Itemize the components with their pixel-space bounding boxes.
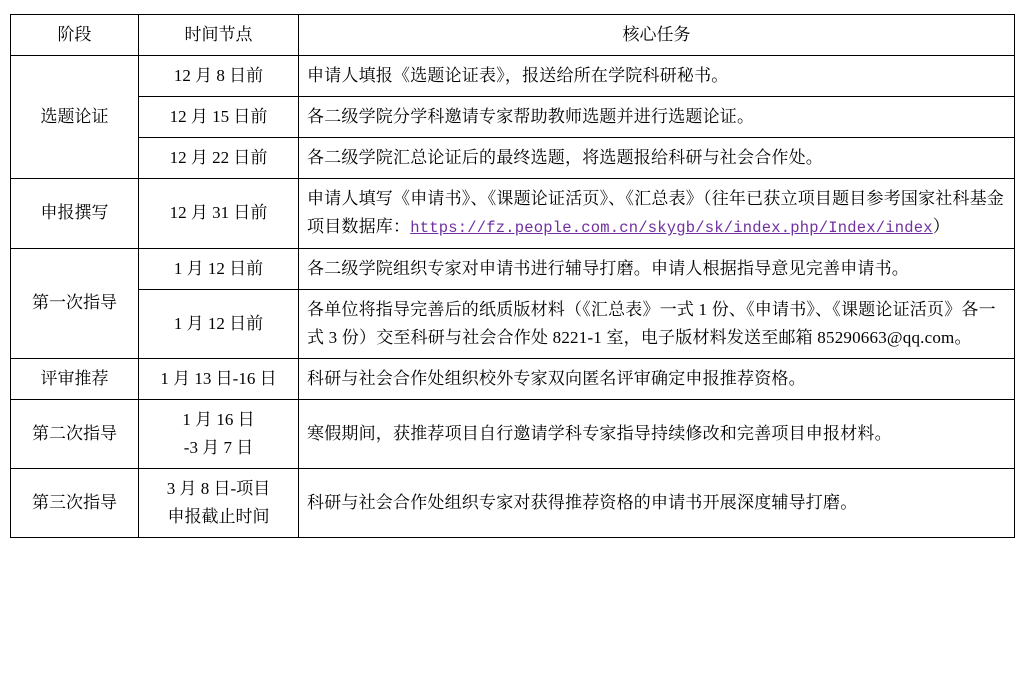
stage-cell: 第三次指导 [11,469,139,538]
schedule-table [10,14,1015,538]
task-cell: 各二级学院汇总论证后的最终选题，将选题报给科研与社会合作处。 [299,138,1015,179]
table-header-row [11,15,1015,56]
task-cell: 各单位将指导完善后的纸质版材料（《汇总表》一式 1 份、《申请书》、《课题论证活页》各一式 3 份）交至科研与社会合作处 8221-1 室，电子版材料发送至邮箱 85290663@qq.com。 [299,289,1015,358]
stage-cell: 申报撰写 [11,179,139,249]
table-row [11,179,1015,249]
time-cell [139,399,299,468]
stage-cell: 第二次指导 [11,399,139,468]
task-cell: 寒假期间，获推荐项目自行邀请学科专家指导持续修改和完善项目申报材料。 [299,399,1015,468]
time-line-2: -3 月 7 日 [183,438,254,458]
task-text-after-link: ） [932,217,950,237]
time-cell: 1 月 12 日前 [139,289,299,358]
task-cell: 科研与社会合作处组织校外专家双向匿名评审确定申报推荐资格。 [299,358,1015,399]
table-row [11,469,1015,538]
time-line-1: 3 月 8 日-项目 [166,479,271,499]
task-cell: 申请人填报《选题论证表》，报送给所在学院科研秘书。 [299,56,1015,97]
table-row [11,289,1015,358]
time-cell: 12 月 31 日前 [139,179,299,249]
task-text-before-link: 申请人填写《申请书》、《课题论证活页》、《汇总表》（往年已获立项目题目参考国家社科基金项目数据库： [307,189,1005,237]
task-cell: 各二级学院组织专家对申请书进行辅导打磨。申请人根据指导意见完善申请书。 [299,248,1015,289]
social-science-database-link[interactable]: https://fz.people.com.cn/skygb/sk/index.php/Index/index [410,219,933,238]
table-row [11,399,1015,468]
stage-cell: 第一次指导 [11,248,139,358]
stage-cell: 评审推荐 [11,358,139,399]
task-cell [299,179,1015,249]
time-cell [139,358,299,399]
time-line-1: 1 月 16 日 [182,409,255,429]
time-cell: 1 月 12 日前 [139,248,299,289]
task-cell: 各二级学院分学科邀请专家帮助教师选题并进行选题论证。 [299,97,1015,138]
table-row [11,358,1015,399]
table-header [11,15,1015,56]
column-header-stage: 阶段 [11,15,139,56]
task-cell: 科研与社会合作处组织专家对获得推荐资格的申请书开展深度辅导打磨。 [299,469,1015,538]
table-row [11,138,1015,179]
table-row [11,56,1015,97]
column-header-time: 时间节点 [139,15,299,56]
time-cell: 12 月 22 日前 [139,138,299,179]
table-body [11,56,1015,538]
table-row [11,248,1015,289]
time-cell: 12 月 8 日前 [139,56,299,97]
time-line-2: 申报截止时间 [167,507,270,527]
table-row [11,97,1015,138]
stage-cell: 选题论证 [11,56,139,179]
time-cell [139,469,299,538]
time-cell: 12 月 15 日前 [139,97,299,138]
column-header-task: 核心任务 [299,15,1015,56]
time-text: 1 月 13 日-16 日 [160,368,277,388]
